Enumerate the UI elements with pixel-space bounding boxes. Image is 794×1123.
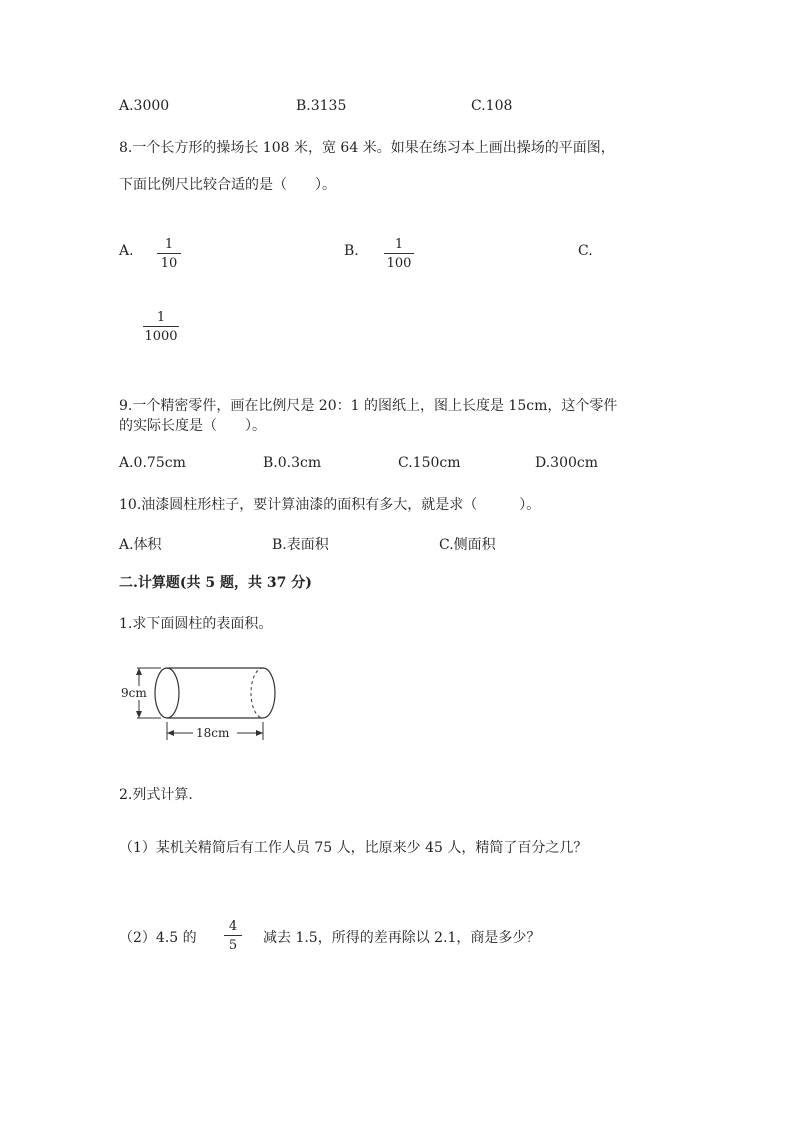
- q7-option-b: B.3135: [296, 98, 347, 114]
- q7-option-c: C.108: [471, 98, 513, 114]
- calc1-stem: 1.求下面圆柱的表面积。: [119, 616, 273, 632]
- q9-option-b: B.0.3cm: [263, 455, 322, 471]
- q8-option-b-fraction: [384, 238, 414, 270]
- q9-option-c: C.150cm: [398, 455, 461, 471]
- q8-option-c-label: C.: [578, 243, 593, 259]
- calc2-sub2-numerator: 4: [224, 920, 242, 936]
- q9-stem-line2: 的实际长度是（ ）。: [119, 418, 266, 434]
- q8-option-c-numerator: 1: [143, 311, 179, 327]
- q8-option-c-denominator: 1000: [144, 329, 178, 344]
- q7-option-a: A.3000: [119, 98, 170, 114]
- calc2-sub2-prefix: （2）4.5 的: [119, 930, 197, 946]
- q9-option-a: A.0.75cm: [119, 455, 186, 471]
- q10-option-c: C.侧面积: [439, 537, 496, 553]
- q8-option-a-numerator: 1: [157, 238, 181, 254]
- section-2-title: 二.计算题(共 5 题，共 37 分): [119, 575, 312, 591]
- length-label: 18cm: [196, 726, 230, 740]
- cylinder-left-face: [155, 668, 179, 718]
- q8-option-a-fraction: [157, 238, 181, 270]
- q9-option-d: D.300cm: [535, 455, 599, 471]
- q8-option-a-denominator: 10: [160, 256, 178, 271]
- q8-stem-line2: 下面比例尺比较合适的是（ ）。: [119, 177, 336, 193]
- q8-option-a-label: A.: [119, 243, 134, 259]
- calc2-sub2-suffix: 减去 1.5，所得的差再除以 2.1，商是多少？: [263, 930, 541, 946]
- calc2-stem: 2.列式计算.: [119, 787, 193, 803]
- q8-option-b-label: B.: [344, 243, 359, 259]
- length-arrow-left-head: [167, 730, 174, 736]
- q8-option-b-denominator: 100: [386, 256, 412, 271]
- cylinder-diagram: [115, 660, 285, 745]
- diameter-label: 9cm: [121, 686, 147, 700]
- q10-stem: 10.油漆圆柱形柱子，要计算油漆的面积有多大，就是求（ ）。: [119, 497, 541, 513]
- q8-option-c-fraction: [143, 311, 179, 343]
- calc2-sub2-fraction: [224, 920, 242, 952]
- calc2-sub1: （1）某机关精简后有工作人员 75 人，比原来少 45 人，精简了百分之几？: [119, 840, 588, 856]
- calc2-sub2-denominator: 5: [228, 938, 238, 953]
- length-arrow-right-head: [256, 730, 263, 736]
- q10-option-b: B.表面积: [272, 537, 329, 553]
- diameter-arrow-up-head: [136, 668, 142, 675]
- q10-option-a: A.体积: [119, 537, 162, 553]
- cylinder-right-hidden-arc: [251, 668, 263, 718]
- diameter-arrow-down-head: [136, 711, 142, 718]
- cylinder-right-front-arc: [263, 668, 275, 718]
- q9-stem-line1: 9.一个精密零件，画在比例尺是 20：1 的图纸上，图上长度是 15cm，这个零件: [119, 398, 618, 414]
- q8-option-b-numerator: 1: [384, 238, 414, 254]
- q8-stem-line1: 8.一个长方形的操场长 108 米，宽 64 米。如果在练习本上画出操场的平面图，: [119, 140, 615, 156]
